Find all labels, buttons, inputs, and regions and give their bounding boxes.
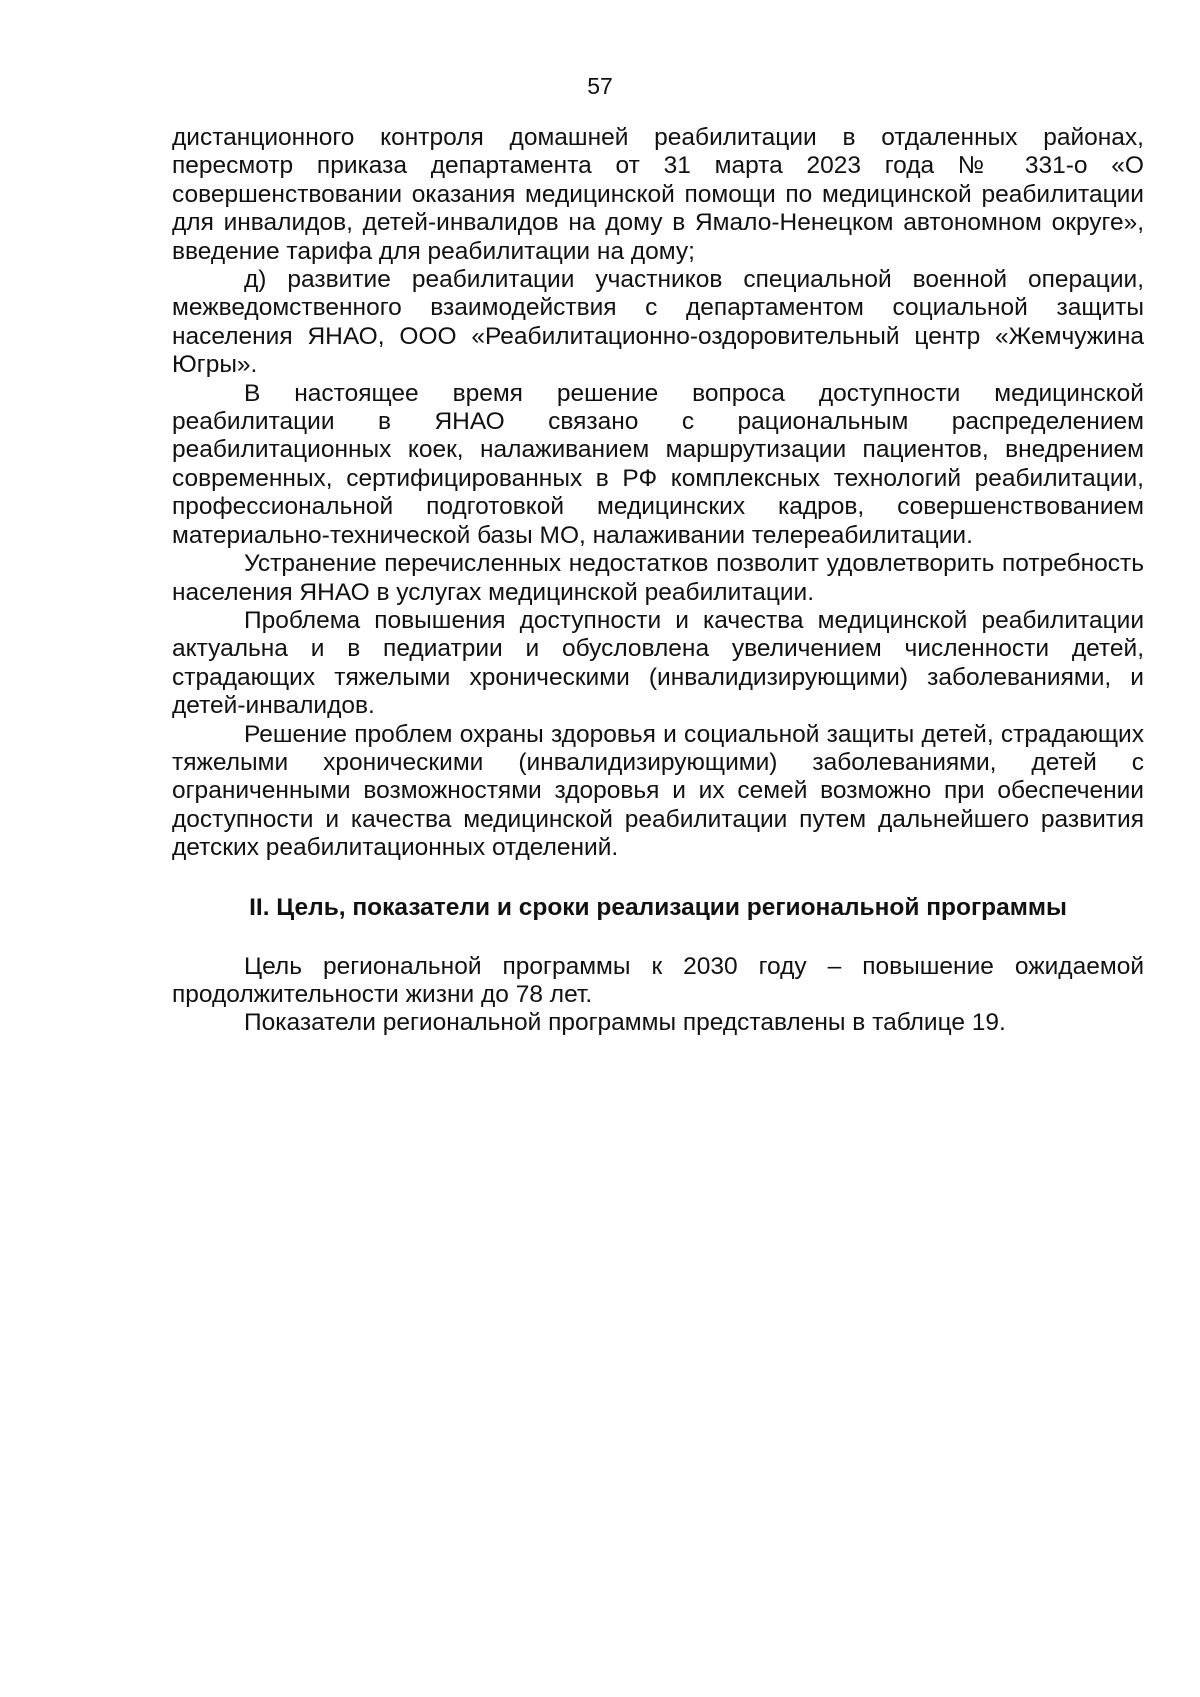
- paragraph: Цель региональной программы к 2030 году – повышение ожидаемой продолжительности жизни до 78 лет.: [172, 952, 1144, 1008]
- paragraph: дистанционного контроля домашней реабилитации в отдаленных районах, пересмотр приказа департамента от 31 марта 2023 года № 331-о «О совершенствовании оказания медицинской помощи по медицинской реабилитации для инвалидов, детей-инвалидов на дому в Ямало-Ненецком автономном округе», введение тарифа для реабилитации на дому;: [172, 124, 1144, 265]
- paragraph: д) развитие реабилитации участников специальной военной операции, межведомственного взаимодействия с департаментом социальной защиты населения ЯНАО, ООО «Реабилитационно-оздоровительный центр «Жемчужина Югры».: [172, 266, 1144, 379]
- paragraph: В настоящее время решение вопроса доступности медицинской реабилитации в ЯНАО связано с рациональным распределением реабилитационных коек, налаживанием маршрутизации пациентов, внедрением современных, сертифицированных в РФ комплексных технологий реабилитации, профессиональной подготовкой медицинских кадров, совершенствованием материально-технической базы МО, налаживании телереабилитации.: [172, 379, 1144, 549]
- section-heading: II. Цель, показатели и сроки реализации региональной программы: [249, 893, 1067, 921]
- page-body: [172, 124, 1144, 1038]
- paragraph: Устранение перечисленных недостатков позволит удовлетворить потребность населения ЯНАО в услугах медицинской реабилитации.: [172, 550, 1144, 606]
- paragraph: Проблема повышения доступности и качества медицинской реабилитации актуальна и в педиатрии и обусловлена увеличением численности детей, страдающих тяжелыми хроническими (инвалидизирующими) заболеваниями, и детей-инвалидов.: [172, 606, 1144, 720]
- page-number: 57: [587, 73, 613, 99]
- paragraph: Показатели региональной программы представлены в таблице 19.: [244, 1009, 1006, 1037]
- paragraph: Решение проблем охраны здоровья и социальной защиты детей, страдающих тяжелыми хроническими (инвалидизирующими) заболеваниями, детей с ограниченными возможностями здоровья и их семей возможно при обеспечении доступности и качества медицинской реабилитации путем дальнейшего развития детских реабилитационных отделений.: [172, 720, 1144, 862]
